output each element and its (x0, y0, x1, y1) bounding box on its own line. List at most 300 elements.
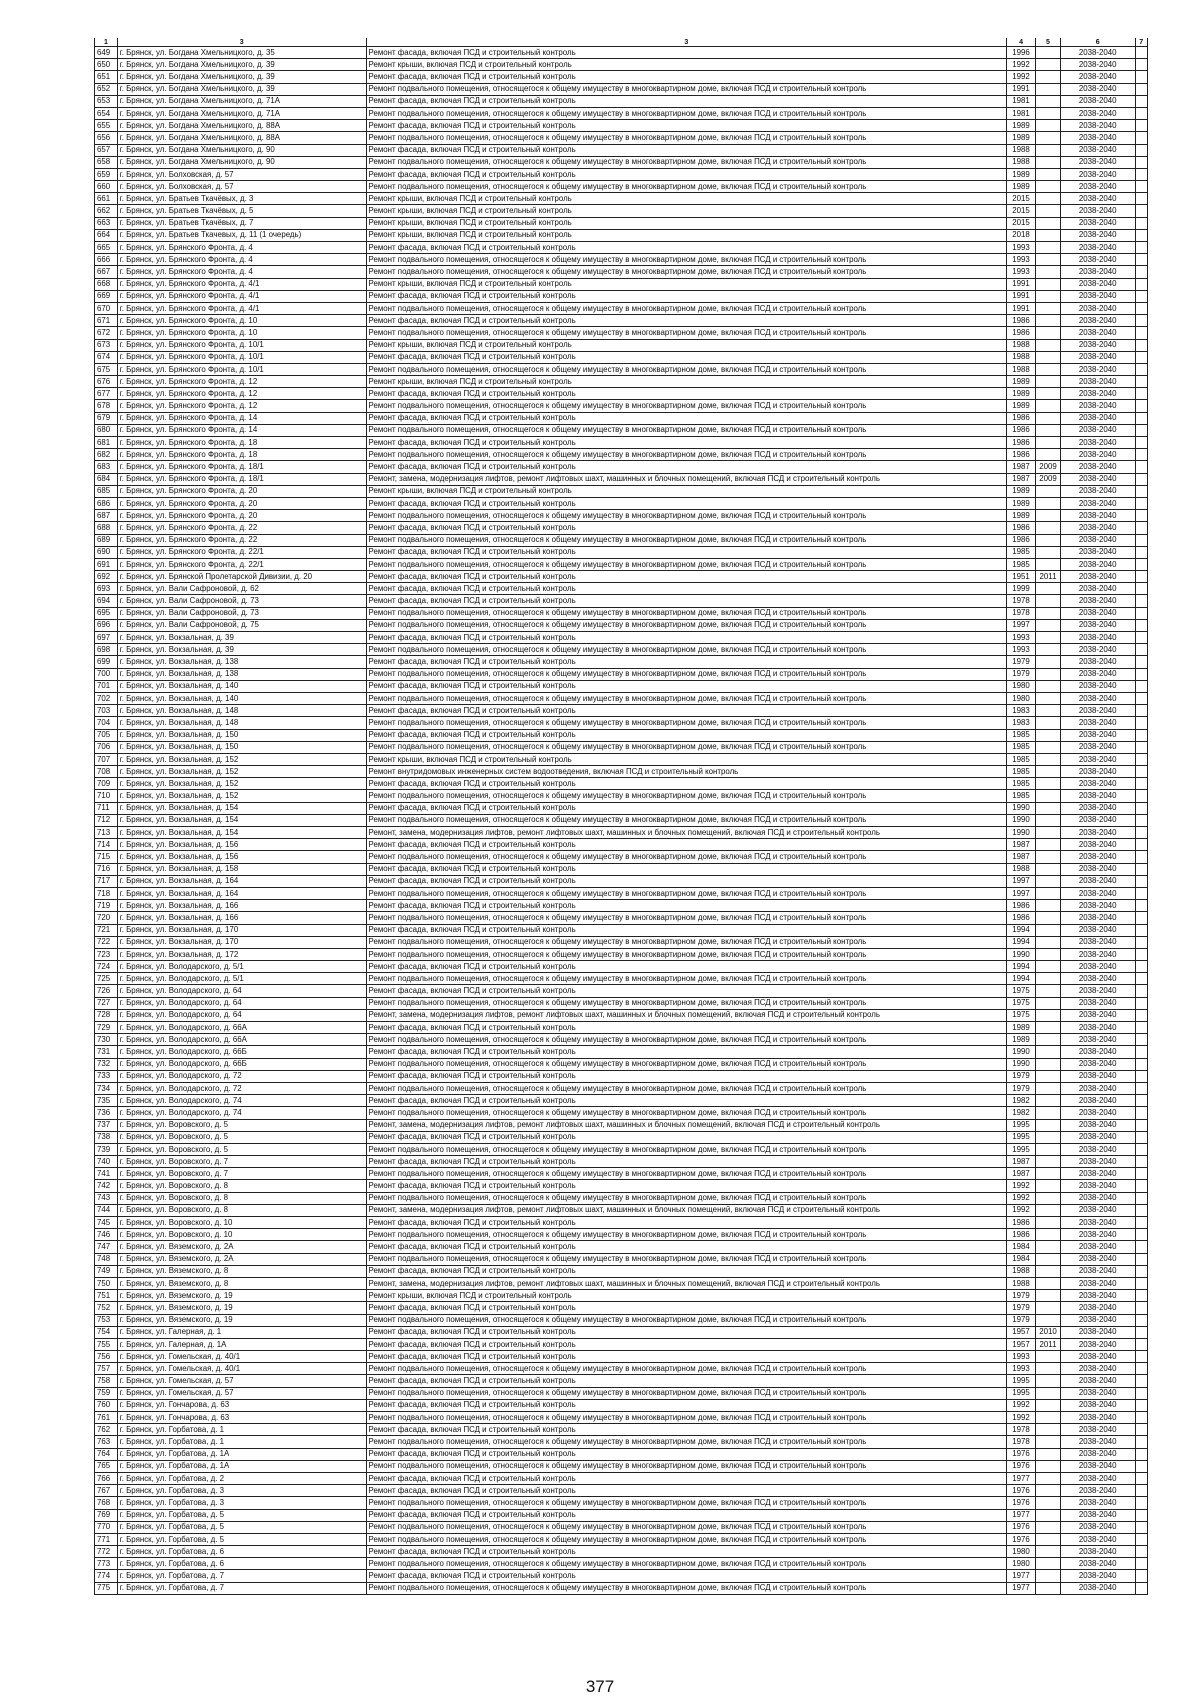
year-repair-cell (1036, 327, 1061, 339)
row-number: 769 (95, 1509, 118, 1521)
year-built-cell: 1995 (1007, 1375, 1036, 1387)
row-number: 754 (95, 1326, 118, 1338)
address-cell: г. Брянск, ул. Брянского Фронта, д. 12 (117, 376, 366, 388)
planned-period-cell: 2038-2040 (1060, 1277, 1135, 1289)
year-built-cell: 2018 (1007, 229, 1036, 241)
work-type-cell: Ремонт фасада, включая ПСД и строительный контроль (366, 1375, 1007, 1387)
address-cell: г. Брянск, ул. Вокзальная, д. 166 (117, 912, 366, 924)
row-number: 652 (95, 83, 118, 95)
work-type-cell: Ремонт подвального помещения, относящегося к общему имуществу в многоквартирном доме, включая ПСД и строительный контроль (366, 948, 1007, 960)
work-type-cell: Ремонт фасада, включая ПСД и строительный контроль (366, 437, 1007, 449)
year-built-cell: 1989 (1007, 376, 1036, 388)
year-built-cell: 1986 (1007, 327, 1036, 339)
address-cell: г. Брянск, ул. Гомельская, д. 57 (117, 1387, 366, 1399)
year-repair-cell (1036, 668, 1061, 680)
row-number: 722 (95, 936, 118, 948)
address-cell: г. Брянск, ул. Володарского, д. 66А (117, 1022, 366, 1034)
planned-period-cell: 2038-2040 (1060, 1265, 1135, 1277)
work-type-cell: Ремонт фасада, включая ПСД и строительный контроль (366, 595, 1007, 607)
row-number: 715 (95, 851, 118, 863)
work-type-cell: Ремонт фасада, включая ПСД и строительный контроль (366, 1180, 1007, 1192)
work-type-cell: Ремонт крыши, включая ПСД и строительный контроль (366, 205, 1007, 217)
address-cell: г. Брянск, ул. Вяземского, д. 2А (117, 1253, 366, 1265)
row-number: 724 (95, 961, 118, 973)
note-cell (1135, 95, 1147, 107)
note-cell (1135, 107, 1147, 119)
planned-period-cell: 2038-2040 (1060, 1168, 1135, 1180)
year-repair-cell (1036, 1070, 1061, 1082)
note-cell (1135, 632, 1147, 644)
work-type-cell: Ремонт фасада, включая ПСД и строительный контроль (366, 1485, 1007, 1497)
table-row (95, 912, 1148, 924)
row-number: 730 (95, 1034, 118, 1046)
row-number: 659 (95, 168, 118, 180)
row-number: 661 (95, 193, 118, 205)
table-row (95, 656, 1148, 668)
note-cell (1135, 997, 1147, 1009)
address-cell: г. Брянск, ул. Братьев Ткачёвых, д. 3 (117, 193, 366, 205)
year-repair-cell (1036, 120, 1061, 132)
row-number: 717 (95, 875, 118, 887)
work-type-cell: Ремонт подвального помещения, относящегося к общему имуществу в многоквартирном доме, включая ПСД и строительный контроль (366, 1253, 1007, 1265)
address-cell: г. Брянск, ул. Брянского Фронта, д. 18/1 (117, 461, 366, 473)
row-number: 731 (95, 1046, 118, 1058)
work-type-cell: Ремонт крыши, включая ПСД и строительный контроль (366, 229, 1007, 241)
address-cell: г. Брянск, ул. Вокзальная, д. 154 (117, 802, 366, 814)
year-repair-cell (1036, 692, 1061, 704)
work-type-cell: Ремонт фасада, включая ПСД и строительный контроль (366, 1509, 1007, 1521)
year-repair-cell (1036, 936, 1061, 948)
year-repair-cell (1036, 985, 1061, 997)
work-type-cell: Ремонт фасада, включая ПСД и строительный контроль (366, 1022, 1007, 1034)
year-built-cell: 1979 (1007, 668, 1036, 680)
address-cell: г. Брянск, ул. Горбатова, д. 3 (117, 1497, 366, 1509)
table-row (95, 1217, 1148, 1229)
table-row (95, 1290, 1148, 1302)
year-repair-cell (1036, 229, 1061, 241)
planned-period-cell: 2038-2040 (1060, 656, 1135, 668)
row-number: 737 (95, 1119, 118, 1131)
row-number: 679 (95, 412, 118, 424)
year-built-cell: 1984 (1007, 1241, 1036, 1253)
table-row (95, 485, 1148, 497)
work-type-cell: Ремонт подвального помещения, относящегося к общему имуществу в многоквартирном доме, включая ПСД и строительный контроль (366, 266, 1007, 278)
row-number: 658 (95, 156, 118, 168)
table-row (95, 412, 1148, 424)
row-number: 655 (95, 120, 118, 132)
year-repair-cell (1036, 839, 1061, 851)
address-cell: г. Брянск, ул. Володарского, д. 64 (117, 1009, 366, 1021)
note-cell (1135, 229, 1147, 241)
planned-period-cell: 2038-2040 (1060, 607, 1135, 619)
row-number: 721 (95, 924, 118, 936)
table-row (95, 339, 1148, 351)
work-type-cell: Ремонт крыши, включая ПСД и строительный контроль (366, 753, 1007, 765)
address-cell: г. Брянск, ул. Володарского, д. 64 (117, 985, 366, 997)
work-type-cell: Ремонт фасада, включая ПСД и строительный контроль (366, 95, 1007, 107)
year-repair-cell (1036, 717, 1061, 729)
table-row (95, 668, 1148, 680)
year-built-cell: 1988 (1007, 1265, 1036, 1277)
planned-period-cell: 2038-2040 (1060, 217, 1135, 229)
note-cell (1135, 644, 1147, 656)
row-number: 729 (95, 1022, 118, 1034)
row-number: 718 (95, 887, 118, 899)
address-cell: г. Брянск, ул. Брянской Пролетарской Дивизии, д. 20 (117, 571, 366, 583)
year-repair-cell (1036, 1509, 1061, 1521)
planned-period-cell: 2038-2040 (1060, 47, 1135, 59)
table-row (95, 1180, 1148, 1192)
table-row (95, 510, 1148, 522)
table-row (95, 1156, 1148, 1168)
work-type-cell: Ремонт фасада, включая ПСД и строительный контроль (366, 461, 1007, 473)
note-cell (1135, 376, 1147, 388)
table-row (95, 619, 1148, 631)
note-cell (1135, 1509, 1147, 1521)
planned-period-cell: 2038-2040 (1060, 692, 1135, 704)
work-type-cell: Ремонт подвального помещения, относящегося к общему имуществу в многоквартирном доме, включая ПСД и строительный контроль (366, 302, 1007, 314)
year-built-cell: 1992 (1007, 59, 1036, 71)
year-repair-cell (1036, 973, 1061, 985)
year-built-cell: 1989 (1007, 510, 1036, 522)
planned-period-cell: 2038-2040 (1060, 229, 1135, 241)
planned-period-cell: 2038-2040 (1060, 912, 1135, 924)
planned-period-cell: 2038-2040 (1060, 497, 1135, 509)
address-cell: г. Брянск, ул. Вокзальная, д. 138 (117, 656, 366, 668)
row-number: 694 (95, 595, 118, 607)
note-cell (1135, 607, 1147, 619)
work-type-cell: Ремонт подвального помещения, относящегося к общему имуществу в многоквартирном доме, включая ПСД и строительный контроль (366, 717, 1007, 729)
year-repair-cell (1036, 144, 1061, 156)
address-cell: г. Брянск, ул. Брянского Фронта, д. 10/1 (117, 363, 366, 375)
work-type-cell: Ремонт фасада, включая ПСД и строительный контроль (366, 47, 1007, 59)
work-type-cell: Ремонт подвального помещения, относящегося к общему имуществу в многоквартирном доме, включая ПСД и строительный контроль (366, 363, 1007, 375)
year-repair-cell: 2010 (1036, 1326, 1061, 1338)
planned-period-cell: 2038-2040 (1060, 1448, 1135, 1460)
planned-period-cell: 2038-2040 (1060, 1533, 1135, 1545)
year-repair-cell (1036, 1387, 1061, 1399)
row-number: 711 (95, 802, 118, 814)
table-row (95, 107, 1148, 119)
year-repair-cell (1036, 315, 1061, 327)
year-built-cell: 1976 (1007, 1448, 1036, 1460)
row-number: 732 (95, 1058, 118, 1070)
address-cell: г. Брянск, ул. Брянского Фронта, д. 22/1 (117, 546, 366, 558)
work-type-cell: Ремонт фасада, включая ПСД и строительный контроль (366, 1241, 1007, 1253)
note-cell (1135, 1022, 1147, 1034)
planned-period-cell: 2038-2040 (1060, 1253, 1135, 1265)
planned-period-cell: 2038-2040 (1060, 1436, 1135, 1448)
year-repair-cell (1036, 729, 1061, 741)
year-built-cell: 1980 (1007, 680, 1036, 692)
note-cell (1135, 156, 1147, 168)
planned-period-cell: 2038-2040 (1060, 327, 1135, 339)
planned-period-cell: 2038-2040 (1060, 522, 1135, 534)
row-number: 746 (95, 1229, 118, 1241)
work-type-cell: Ремонт фасада, включая ПСД и строительный контроль (366, 961, 1007, 973)
planned-period-cell: 2038-2040 (1060, 1387, 1135, 1399)
year-repair-cell (1036, 583, 1061, 595)
row-number: 700 (95, 668, 118, 680)
planned-period-cell: 2038-2040 (1060, 1546, 1135, 1558)
year-built-cell: 1987 (1007, 461, 1036, 473)
year-built-cell: 1993 (1007, 254, 1036, 266)
table-row (95, 632, 1148, 644)
note-cell (1135, 1241, 1147, 1253)
year-built-cell: 1988 (1007, 144, 1036, 156)
table-row (95, 753, 1148, 765)
year-repair-cell: 2011 (1036, 1338, 1061, 1350)
note-cell (1135, 205, 1147, 217)
year-repair-cell (1036, 875, 1061, 887)
note-cell (1135, 1070, 1147, 1082)
table-row (95, 1314, 1148, 1326)
table-row (95, 1253, 1148, 1265)
table-row (95, 47, 1148, 59)
address-cell: г. Брянск, ул. Володарского, д. 74 (117, 1095, 366, 1107)
header-col-3: 3 (366, 38, 1007, 47)
year-built-cell: 1992 (1007, 1412, 1036, 1424)
row-number: 751 (95, 1290, 118, 1302)
year-repair-cell (1036, 156, 1061, 168)
table-row (95, 1460, 1148, 1472)
year-built-cell: 1990 (1007, 827, 1036, 839)
planned-period-cell: 2038-2040 (1060, 705, 1135, 717)
year-repair-cell (1036, 948, 1061, 960)
note-cell (1135, 1034, 1147, 1046)
note-cell (1135, 1314, 1147, 1326)
planned-period-cell: 2038-2040 (1060, 412, 1135, 424)
year-built-cell: 1987 (1007, 473, 1036, 485)
planned-period-cell: 2038-2040 (1060, 1485, 1135, 1497)
table-row (95, 181, 1148, 193)
work-type-cell: Ремонт подвального помещения, относящегося к общему имуществу в многоквартирном доме, включая ПСД и строительный контроль (366, 510, 1007, 522)
row-number: 660 (95, 181, 118, 193)
year-built-cell: 1989 (1007, 168, 1036, 180)
table-row (95, 1436, 1148, 1448)
planned-period-cell: 2038-2040 (1060, 120, 1135, 132)
note-cell (1135, 1119, 1147, 1131)
address-cell: г. Брянск, ул. Брянского Фронта, д. 4/1 (117, 290, 366, 302)
year-built-cell: 1980 (1007, 1558, 1036, 1570)
table-row (95, 1107, 1148, 1119)
work-type-cell: Ремонт фасада, включая ПСД и строительный контроль (366, 839, 1007, 851)
year-built-cell: 1989 (1007, 181, 1036, 193)
year-built-cell: 1990 (1007, 948, 1036, 960)
work-type-cell: Ремонт крыши, включая ПСД и строительный контроль (366, 278, 1007, 290)
work-type-cell: Ремонт подвального помещения, относящегося к общему имуществу в многоквартирном доме, включая ПСД и строительный контроль (366, 1363, 1007, 1375)
year-repair-cell (1036, 1436, 1061, 1448)
year-built-cell: 1994 (1007, 973, 1036, 985)
note-cell (1135, 1338, 1147, 1350)
row-number: 682 (95, 449, 118, 461)
address-cell: г. Брянск, ул. Вокзальная, д. 158 (117, 863, 366, 875)
work-type-cell: Ремонт фасада, включая ПСД и строительный контроль (366, 144, 1007, 156)
address-cell: г. Брянск, ул. Вокзальная, д. 156 (117, 851, 366, 863)
year-repair-cell (1036, 1168, 1061, 1180)
table-row (95, 1533, 1148, 1545)
year-repair-cell (1036, 1460, 1061, 1472)
planned-period-cell: 2038-2040 (1060, 644, 1135, 656)
address-cell: г. Брянск, ул. Брянского Фронта, д. 4 (117, 266, 366, 278)
work-type-cell: Ремонт подвального помещения, относящегося к общему имуществу в многоквартирном доме, включая ПСД и строительный контроль (366, 1497, 1007, 1509)
row-number: 705 (95, 729, 118, 741)
year-repair-cell (1036, 961, 1061, 973)
row-number: 656 (95, 132, 118, 144)
year-repair-cell (1036, 1241, 1061, 1253)
address-cell: г. Брянск, ул. Гончарова, д. 63 (117, 1399, 366, 1411)
note-cell (1135, 327, 1147, 339)
year-built-cell: 1980 (1007, 692, 1036, 704)
work-type-cell: Ремонт, замена, модернизация лифтов, ремонт лифтовых шахт, машинных и блочных помещений, включая ПСД и строительный контроль (366, 1009, 1007, 1021)
table-row (95, 900, 1148, 912)
table-row (95, 1338, 1148, 1350)
year-built-cell: 1991 (1007, 83, 1036, 95)
note-cell (1135, 985, 1147, 997)
year-built-cell: 1993 (1007, 644, 1036, 656)
planned-period-cell: 2038-2040 (1060, 1314, 1135, 1326)
planned-period-cell: 2038-2040 (1060, 778, 1135, 790)
work-type-cell: Ремонт подвального помещения, относящегося к общему имуществу в многоквартирном доме, включая ПСД и строительный контроль (366, 156, 1007, 168)
note-cell (1135, 705, 1147, 717)
year-built-cell: 1986 (1007, 912, 1036, 924)
note-cell (1135, 936, 1147, 948)
address-cell: г. Брянск, ул. Вокзальная, д. 154 (117, 827, 366, 839)
year-built-cell: 1978 (1007, 1424, 1036, 1436)
note-cell (1135, 1253, 1147, 1265)
address-cell: г. Брянск, ул. Воровского, д. 7 (117, 1156, 366, 1168)
note-cell (1135, 339, 1147, 351)
address-cell: г. Брянск, ул. Горбатова, д. 2 (117, 1472, 366, 1484)
address-cell: г. Брянск, ул. Вокзальная, д. 152 (117, 790, 366, 802)
year-built-cell: 1986 (1007, 412, 1036, 424)
table-row (95, 302, 1148, 314)
table-row (95, 1375, 1148, 1387)
year-built-cell: 1995 (1007, 1387, 1036, 1399)
row-number: 760 (95, 1399, 118, 1411)
planned-period-cell: 2038-2040 (1060, 461, 1135, 473)
year-built-cell: 1979 (1007, 656, 1036, 668)
year-built-cell: 1986 (1007, 900, 1036, 912)
note-cell (1135, 1265, 1147, 1277)
planned-period-cell: 2038-2040 (1060, 473, 1135, 485)
work-type-cell: Ремонт фасада, включая ПСД и строительный контроль (366, 351, 1007, 363)
address-cell: г. Брянск, ул. Брянского Фронта, д. 22/1 (117, 558, 366, 570)
work-type-cell: Ремонт подвального помещения, относящегося к общему имуществу в многоквартирном доме, включая ПСД и строительный контроль (366, 997, 1007, 1009)
row-number: 678 (95, 400, 118, 412)
year-built-cell: 1975 (1007, 1009, 1036, 1021)
address-cell: г. Брянск, ул. Вокзальная, д. 152 (117, 753, 366, 765)
year-built-cell: 1991 (1007, 302, 1036, 314)
address-cell: г. Брянск, ул. Вокзальная, д. 164 (117, 875, 366, 887)
year-built-cell: 1995 (1007, 1131, 1036, 1143)
address-cell: г. Брянск, ул. Брянского Фронта, д. 10/1 (117, 339, 366, 351)
address-cell: г. Брянск, ул. Богдана Хмельницкого, д. 71А (117, 107, 366, 119)
work-type-cell: Ремонт фасада, включая ПСД и строительный контроль (366, 1351, 1007, 1363)
year-built-cell: 1993 (1007, 1363, 1036, 1375)
table-row (95, 278, 1148, 290)
year-built-cell: 1977 (1007, 1570, 1036, 1582)
table-row (95, 1399, 1148, 1411)
row-number: 706 (95, 741, 118, 753)
address-cell: г. Брянск, ул. Вокзальная, д. 138 (117, 668, 366, 680)
table-row (95, 1412, 1148, 1424)
table-row (95, 1131, 1148, 1143)
year-built-cell: 1989 (1007, 1022, 1036, 1034)
year-built-cell: 1988 (1007, 351, 1036, 363)
planned-period-cell: 2038-2040 (1060, 1326, 1135, 1338)
note-cell (1135, 863, 1147, 875)
work-type-cell: Ремонт фасада, включая ПСД и строительный контроль (366, 778, 1007, 790)
address-cell: г. Брянск, ул. Брянского Фронта, д. 18 (117, 437, 366, 449)
address-cell: г. Брянск, ул. Володарского, д. 66А (117, 1034, 366, 1046)
year-built-cell: 1990 (1007, 1058, 1036, 1070)
work-type-cell: Ремонт, замена, модернизация лифтов, ремонт лифтовых шахт, машинных и блочных помещений, включая ПСД и строительный контроль (366, 827, 1007, 839)
row-number: 748 (95, 1253, 118, 1265)
planned-period-cell: 2038-2040 (1060, 900, 1135, 912)
work-type-cell: Ремонт подвального помещения, относящегося к общему имуществу в многоквартирном доме, включая ПСД и строительный контроль (366, 790, 1007, 802)
planned-period-cell: 2038-2040 (1060, 1375, 1135, 1387)
note-cell (1135, 278, 1147, 290)
year-repair-cell (1036, 302, 1061, 314)
row-number: 651 (95, 71, 118, 83)
address-cell: г. Брянск, ул. Горбатова, д. 3 (117, 1485, 366, 1497)
note-cell (1135, 1326, 1147, 1338)
work-type-cell: Ремонт подвального помещения, относящегося к общему имуществу в многоквартирном доме, включая ПСД и строительный контроль (366, 132, 1007, 144)
work-type-cell: Ремонт фасада, включая ПСД и строительный контроль (366, 1131, 1007, 1143)
row-number: 747 (95, 1241, 118, 1253)
year-repair-cell (1036, 607, 1061, 619)
row-number: 670 (95, 302, 118, 314)
year-built-cell: 1986 (1007, 534, 1036, 546)
note-cell (1135, 217, 1147, 229)
table-row (95, 1034, 1148, 1046)
address-cell: г. Брянск, ул. Вокзальная, д. 150 (117, 729, 366, 741)
row-number: 773 (95, 1558, 118, 1570)
note-cell (1135, 1095, 1147, 1107)
planned-period-cell: 2038-2040 (1060, 1046, 1135, 1058)
note-cell (1135, 973, 1147, 985)
note-cell (1135, 900, 1147, 912)
note-cell (1135, 571, 1147, 583)
table-row (95, 59, 1148, 71)
year-built-cell: 1988 (1007, 1277, 1036, 1289)
planned-period-cell: 2038-2040 (1060, 107, 1135, 119)
planned-period-cell: 2038-2040 (1060, 1058, 1135, 1070)
year-built-cell: 1989 (1007, 120, 1036, 132)
address-cell: г. Брянск, ул. Брянского Фронта, д. 20 (117, 497, 366, 509)
planned-period-cell: 2038-2040 (1060, 1180, 1135, 1192)
note-cell (1135, 595, 1147, 607)
address-cell: г. Брянск, ул. Вали Сафроновой, д. 73 (117, 607, 366, 619)
row-number: 675 (95, 363, 118, 375)
table-row (95, 729, 1148, 741)
year-repair-cell: 2011 (1036, 571, 1061, 583)
table-row (95, 1424, 1148, 1436)
year-repair-cell (1036, 705, 1061, 717)
address-cell: г. Брянск, ул. Горбатова, д. 7 (117, 1582, 366, 1594)
year-repair-cell (1036, 290, 1061, 302)
address-cell: г. Брянск, ул. Болховская, д. 57 (117, 168, 366, 180)
table-row (95, 522, 1148, 534)
note-cell (1135, 363, 1147, 375)
row-number: 762 (95, 1424, 118, 1436)
planned-period-cell: 2038-2040 (1060, 266, 1135, 278)
note-cell (1135, 961, 1147, 973)
address-cell: г. Брянск, ул. Галерная, д. 1 (117, 1326, 366, 1338)
year-repair-cell (1036, 376, 1061, 388)
table-row (95, 558, 1148, 570)
